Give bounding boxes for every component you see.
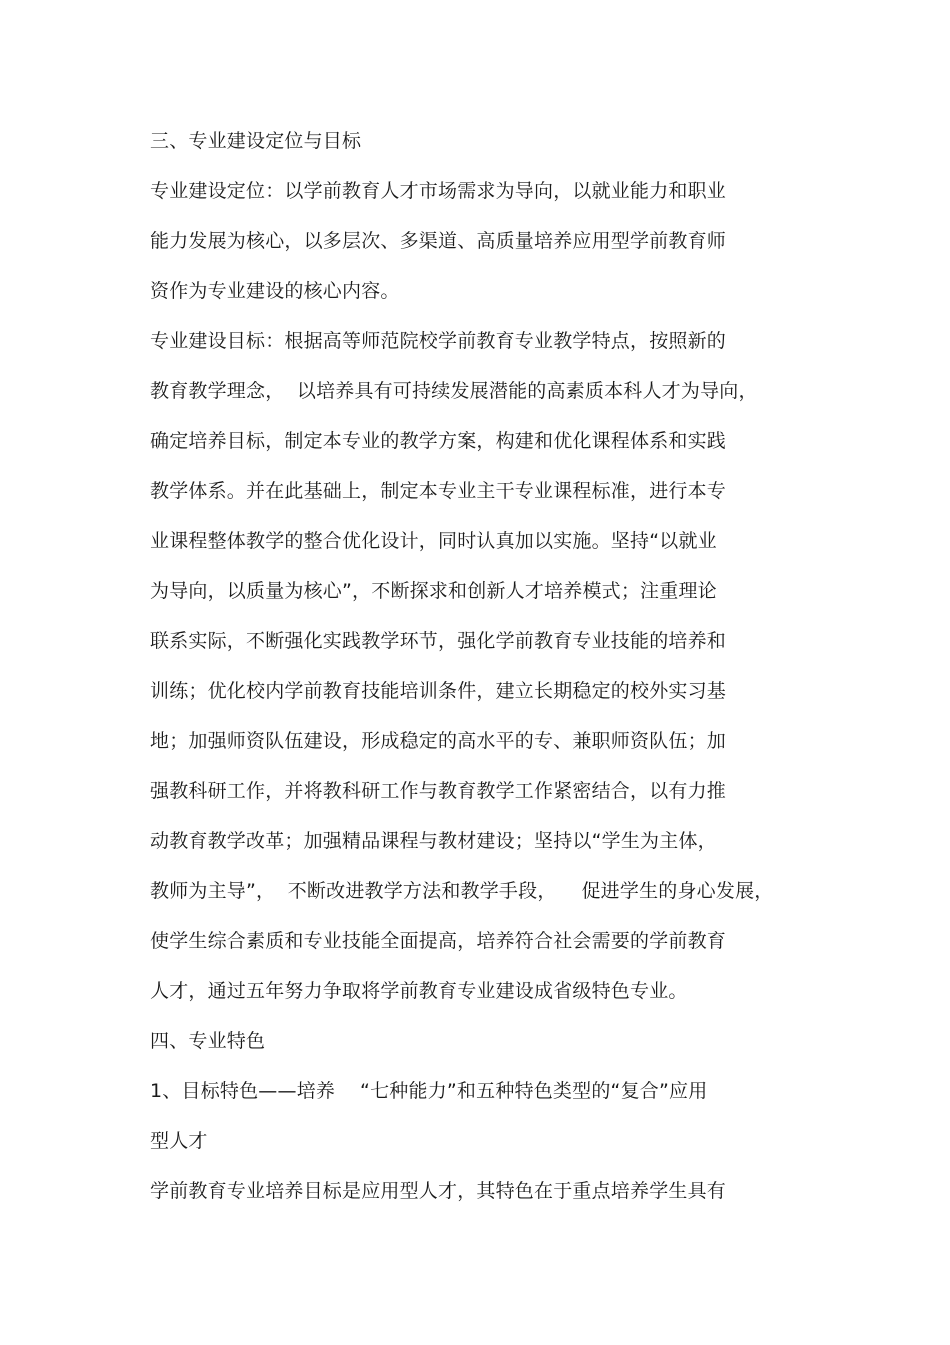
text-line: 训练；优化校内学前教育技能培训条件，建立长期稳定的校外实习基	[150, 680, 727, 702]
text-line: 确定培养目标，制定本专业的教学方案，构建和优化课程体系和实践	[150, 430, 727, 452]
subheading-goal-feature-continued: 型人才	[150, 1130, 208, 1152]
text-line: 使学生综合素质和专业技能全面提高，培养符合社会需要的学前教育	[150, 930, 727, 952]
text-line: 业课程整体教学的整合优化设计，同时认真加以实施。坚持“以就业	[150, 530, 717, 552]
text-line: 教师为主导”， 不断改进教学方法和教学手段， 促进学生的身心发展，	[150, 880, 774, 902]
text-line: 专业建设目标：根据高等师范院校学前教育专业教学特点，按照新的	[150, 330, 727, 352]
text-line: 联系实际，不断强化实践教学环节，强化学前教育专业技能的培养和	[150, 630, 727, 652]
text-line: 地；加强师资队伍建设，形成稳定的高水平的专、兼职师资队伍；加	[150, 730, 727, 752]
text-line: 动教育教学改革；加强精品课程与教材建设；坚持以“学生为主体，	[150, 830, 717, 852]
text-line: 为导向，以质量为核心”，不断探求和创新人才培养模式；注重理论	[150, 580, 717, 602]
section-heading-positioning-goals: 三、专业建设定位与目标	[150, 130, 362, 152]
text-line: 能力发展为核心，以多层次、多渠道、高质量培养应用型学前教育师	[150, 230, 727, 252]
text-line: 人才，通过五年努力争取将学前教育专业建设成省级特色专业。	[150, 980, 688, 1002]
text-line: 强教科研工作，并将教科研工作与教育教学工作紧密结合，以有力推	[150, 780, 727, 802]
text-line: 专业建设定位：以学前教育人才市场需求为导向，以就业能力和职业	[150, 180, 727, 202]
text-line: 学前教育专业培养目标是应用型人才，其特色在于重点培养学生具有	[150, 1180, 727, 1202]
section-heading-features: 四、专业特色	[150, 1030, 266, 1052]
text-line: 教学体系。并在此基础上，制定本专业主干专业课程标准，进行本专	[150, 480, 727, 502]
subheading-goal-feature: 1、目标特色——培养 “七种能力”和五种特色类型的“复合”应用	[150, 1080, 708, 1102]
text-line: 教育教学理念， 以培养具有可持续发展潜能的高素质本科人才为导向，	[150, 380, 758, 402]
text-line: 资作为专业建设的核心内容。	[150, 280, 400, 302]
